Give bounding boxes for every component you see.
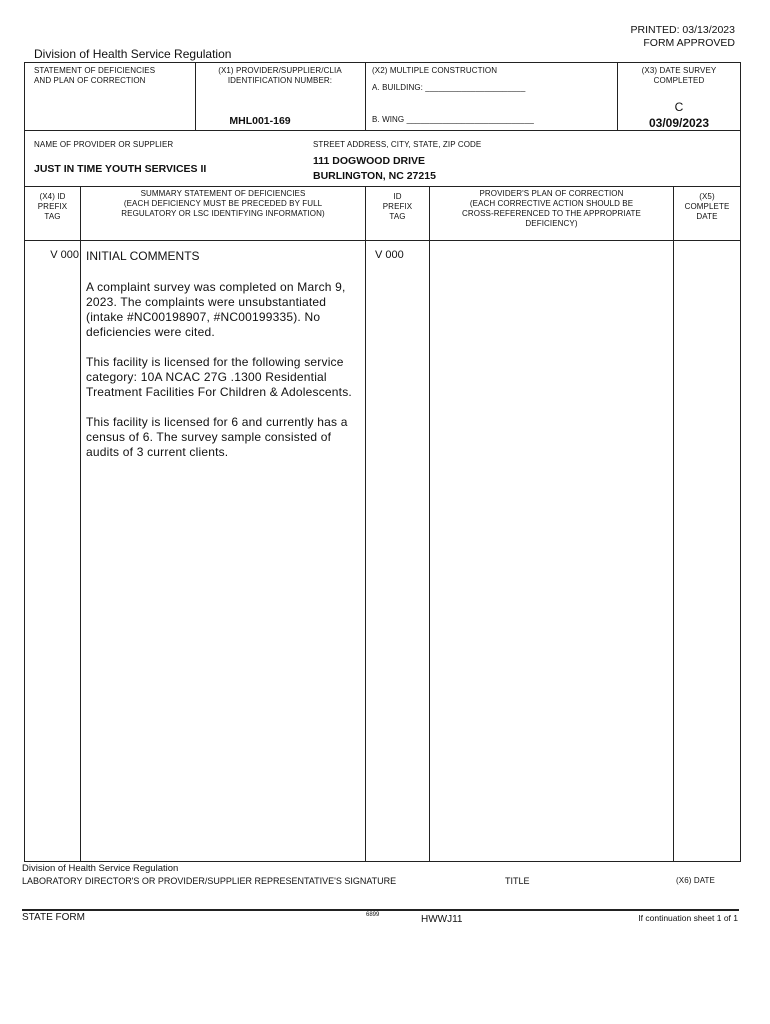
city-state-zip: BURLINGTON, NC 27215: [313, 170, 436, 182]
x3-code: C: [674, 100, 684, 114]
header-top-border: [24, 62, 741, 63]
header-row-border: [24, 130, 741, 131]
table-left-border: [24, 240, 25, 862]
provider-name-label: NAME OF PROVIDER OR SUPPLIER: [34, 140, 174, 149]
col-header-x4: (X4) ID PREFIX TAG: [37, 192, 68, 221]
col-header-summary: SUMMARY STATEMENT OF DEFICIENCIES (EACH DEFICIENCY MUST BE PRECEDED BY FULL REGULATORY OR LSC IDENTIFYING INFORMATION): [121, 189, 325, 218]
col-divider-3: [429, 186, 430, 862]
paragraph-survey: A complaint survey was completed on March 9, 2023. The complaints were unsubstantiated (intake #NC00198907, #NC00199335). No deficiencies were cited.: [86, 280, 346, 339]
table-bottom-border: [24, 861, 741, 862]
paragraph-census: This facility is licensed for 6 and currently has a census of 6. The survey sample consisted of audits of 3 current clients.: [86, 415, 348, 459]
header-right-border: [740, 62, 741, 862]
address-label: STREET ADDRESS, CITY, STATE, ZIP CODE: [313, 140, 482, 149]
col-divider-2: [365, 186, 366, 862]
row-heading: INITIAL COMMENTS: [86, 249, 200, 263]
col-divider-4: [673, 186, 674, 862]
col-divider-1: [80, 186, 81, 862]
signature-label: LABORATORY DIRECTOR'S OR PROVIDER/SUPPLIER REPRESENTATIVE'S SIGNATURE: [22, 876, 397, 886]
x2-label: (X2) MULTIPLE CONSTRUCTION: [372, 66, 498, 75]
wing-field: B. WING ____________________________: [372, 115, 534, 124]
statement-label: STATEMENT OF DEFICIENCIES AND PLAN OF CORRECTION: [34, 66, 156, 85]
x6-date-label: (X6) DATE: [676, 876, 715, 885]
state-form: STATE FORM: [22, 912, 85, 923]
x3-label: (X3) DATE SURVEY COMPLETED: [641, 66, 717, 85]
tag-right: V 000: [375, 249, 404, 261]
x3-date: 03/09/2023: [648, 116, 710, 130]
column-header-border: [24, 240, 741, 241]
x1-value: MHL001-169: [229, 115, 291, 127]
title-label: TITLE: [505, 876, 530, 886]
footer-agency: Division of Health Service Regulation: [22, 863, 179, 874]
tag-left: V 000: [50, 249, 79, 261]
printed-date: PRINTED: 03/13/2023: [630, 24, 735, 36]
footer-rule: [22, 909, 739, 911]
form-number: 6899: [366, 912, 380, 918]
building-field: A. BUILDING: ______________________: [372, 83, 526, 92]
x1-label: (X1) PROVIDER/SUPPLIER/CLIA IDENTIFICATION NUMBER:: [218, 66, 342, 85]
street-address: 111 DOGWOOD DRIVE: [313, 155, 426, 167]
form-code: HWWJ11: [421, 914, 463, 925]
continuation-sheet: If continuation sheet 1 of 1: [638, 913, 738, 923]
summary-body: [86, 280, 362, 475]
paragraph-license: This facility is licensed for the following service category: 10A NCAC 27G .1300 Residential Treatment Facilities For Children & Adolescents.: [86, 355, 352, 399]
col-header-id: ID PREFIX TAG: [382, 192, 413, 221]
form-approved: FORM APPROVED: [643, 37, 735, 49]
provider-row-border: [24, 186, 741, 187]
col-header-x5: (X5) COMPLETE DATE: [684, 192, 730, 221]
provider-name: JUST IN TIME YOUTH SERVICES II: [34, 163, 207, 175]
col-header-plan: PROVIDER'S PLAN OF CORRECTION (EACH CORRECTIVE ACTION SHOULD BE CROSS-REFERENCED TO THE APPROPRIATE DEFICIENCY): [462, 189, 641, 228]
divider-x2: [365, 62, 366, 130]
agency-title: Division of Health Service Regulation: [34, 47, 232, 61]
